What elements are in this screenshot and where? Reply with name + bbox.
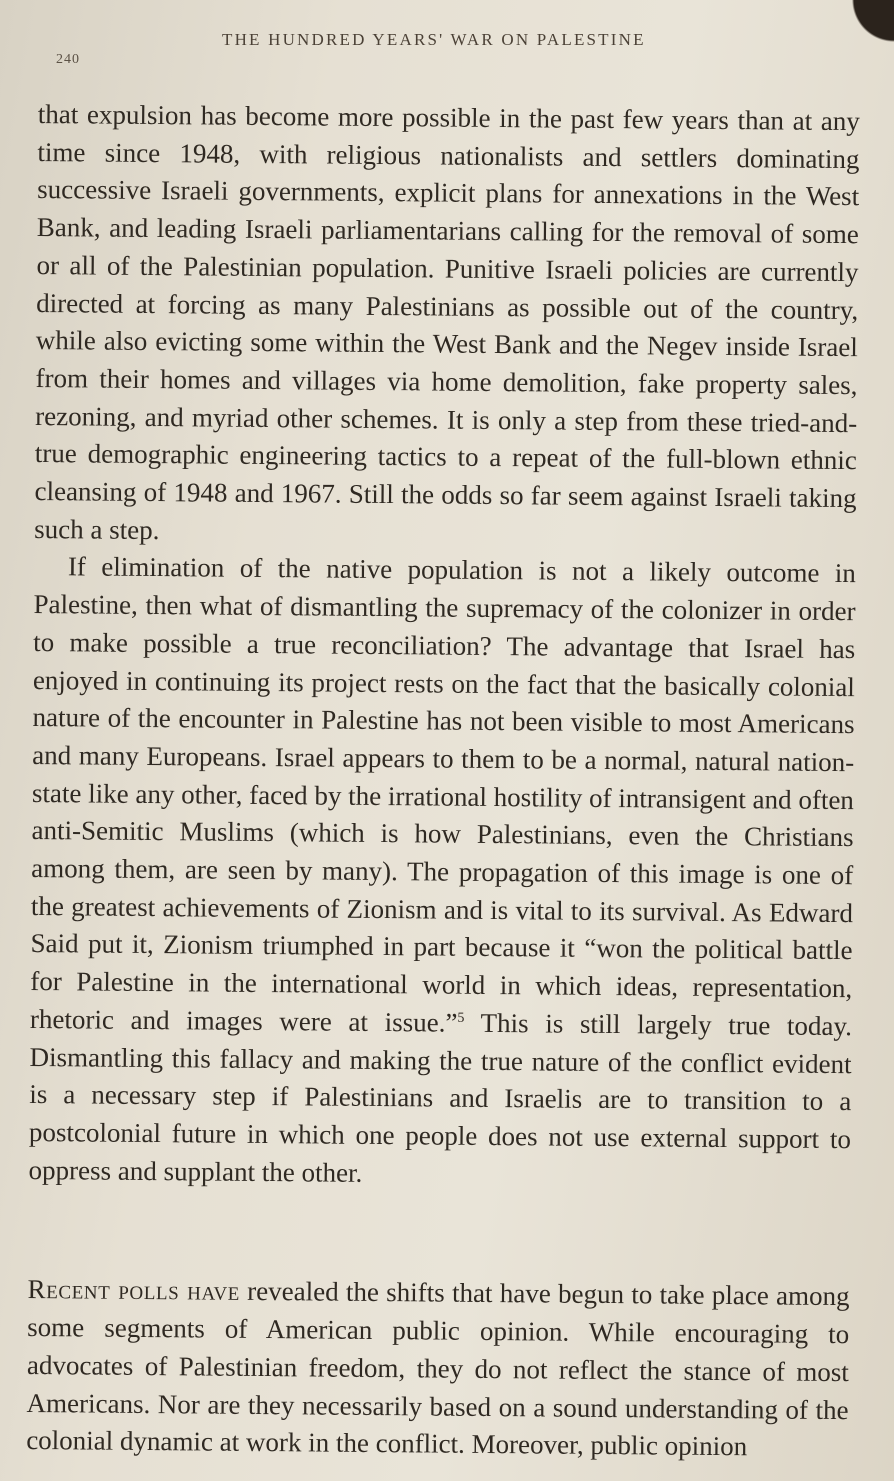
- paragraph-3-text: revealed the shifts that have begun to take place among some segments of American public opinion. While encouraging to advocates of Palestinian freedom, they do not reflect the stance of most Americans. Nor are they necessarily based on a sound understanding of the colonial dynamic at work in the conflict. Moreover, public opinion: [26, 1276, 850, 1462]
- paragraph-1: that expulsion has become more possible in the past few years than at any time since 1948, with religious nationalists and settlers dominating successive Israeli governments, explicit plans for annexations in the West Bank, and leading Israeli parliamentarians calling for the removal of some or all of the Palestinian population. Punitive Israeli policies are currently directed at forcing as many Palestinians as possible out of the country, while also evicting some within the West Bank and the Negev inside Israel from their homes and villages via home demolition, fake property sales, rezoning, and myriad other schemes. It is only a step from these tried-and-true demographic engineering tactics to a repeat of the full-blown ethnic cleansing of 1948 and 1967. Still the odds so far seem against Israeli taking such a step.: [34, 98, 860, 545]
- section-lead-in: Recent polls have: [27, 1274, 241, 1307]
- paragraph-3: [26, 1271, 850, 1467]
- body-text: [26, 96, 860, 1467]
- running-head: THE HUNDRED YEARS' WAR ON PALESTINE: [222, 30, 646, 49]
- paragraph-2-text: If elimination of the native population is not a likely outcome in Palestine, then what of dismantling the supremacy of the colonizer in order to make possible a true reconciliation? The advantage that Israel has enjoyed in continuing its project rests on the fact that the basically colonial nature of the encounter in Palestine has not been visible to most Americans and many Europeans. Israel appears to them to be a normal, natural nation-state like any other, faced by the irrational hostility of intransigent and often anti-Semitic Muslims (which is how Palestinians, even the Christians among them, are seen by many). The propagation of this image is one of the greatest achievements of Zionism and is vital to its survival. As Edward Said put it, Zionism triumphed in part because it “won the political battle for Palestine in the international world in which ideas, representation, rhetoric and images were at issue.”: [29, 551, 856, 1038]
- paragraph-2: [28, 548, 856, 1196]
- page-number: 240: [56, 52, 80, 67]
- section-break: [28, 1189, 851, 1278]
- paragraph-2-end: This is still largely true today. Dismantling this fallacy and making the true nature of the conflict evident is a necessary step if Palestinians and Israelis are to transition to a postcolonial future in which one people does not use external support to oppress and supplant the other.: [28, 1007, 853, 1188]
- page-corner-shadow: [834, 0, 894, 60]
- footnote-marker: 5: [457, 1010, 465, 1026]
